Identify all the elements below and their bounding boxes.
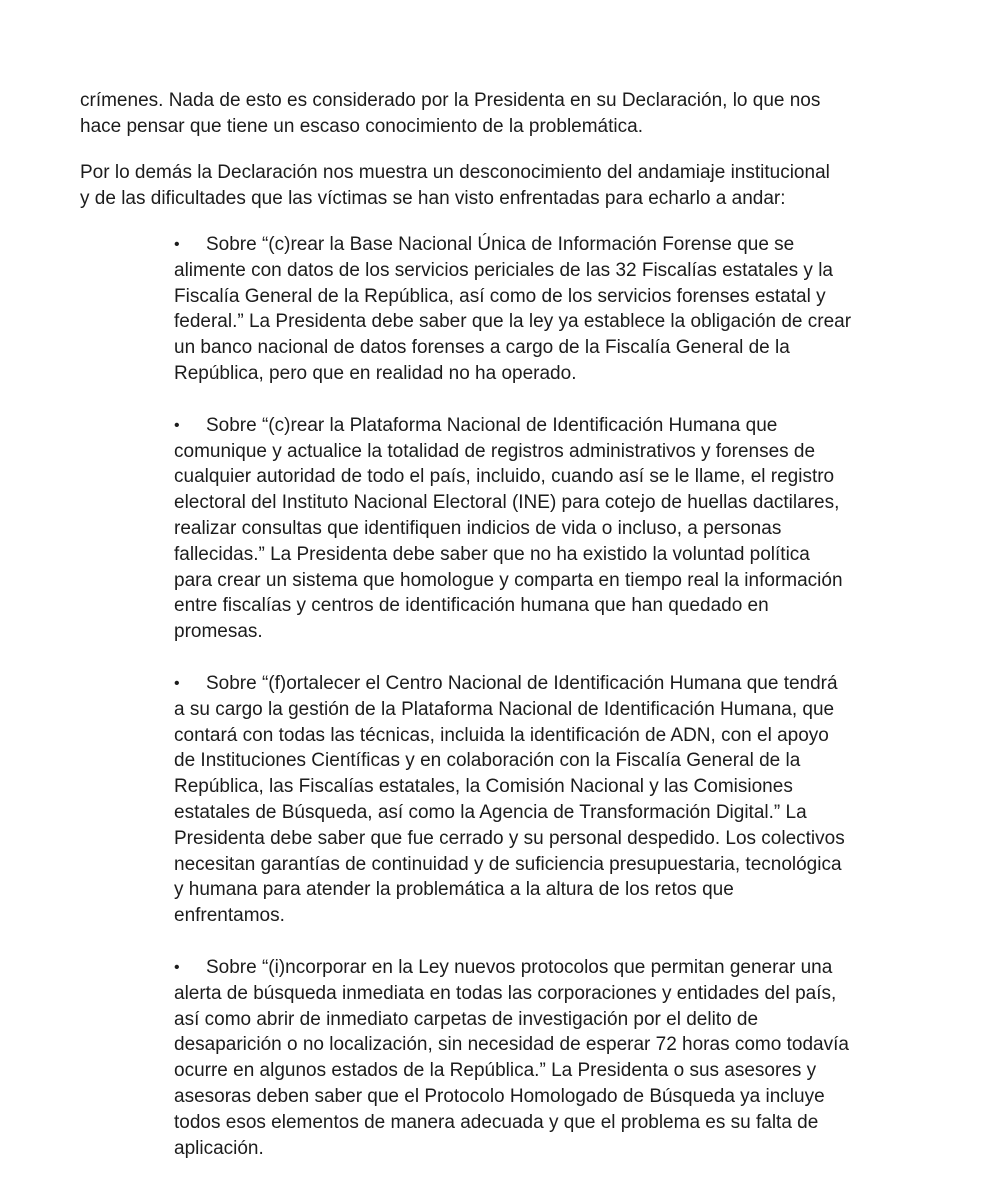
text-line: desaparición o no localización, sin necesidad de esperar 72 horas como todavía <box>174 1034 849 1056</box>
text-line: aplicación. <box>174 1137 264 1159</box>
text-span: Sobre “(i)ncorporar en la Ley nuevos protocolos que permitan generar una <box>206 956 833 978</box>
text-line: Por lo demás la Declaración nos muestra un desconocimiento del andamiaje institucional <box>80 162 830 183</box>
text-line: hace pensar que tiene un escaso conocimiento de la problemática. <box>80 115 643 137</box>
text-line: promesas. <box>174 621 263 643</box>
text-line: electoral del Instituto Nacional Electoral (INE) para cotejo de huellas dactilares, <box>174 492 840 514</box>
text-line: ocurre en algunos estados de la República.” La Presidenta o sus asesores y <box>174 1060 817 1082</box>
text-line: crímenes. Nada de esto es considerado por la Presidenta en su Declaración, lo que nos <box>80 90 821 111</box>
paragraph-crimenes <box>80 88 930 140</box>
text-line: República, pero que en realidad no ha operado. <box>174 362 577 384</box>
bullet-item-base-forense <box>174 232 934 387</box>
text-line: a su cargo la gestión de la Plataforma Nacional de Identificación Humana, que <box>174 698 835 720</box>
text-line: alerta de búsqueda inmediata en todas las corporaciones y entidades del país, <box>174 982 837 1004</box>
text-line: estatales de Búsqueda, así como la Agencia de Transformación Digital.” La <box>174 801 807 823</box>
text-line: República, las Fiscalías estatales, la Comisión Nacional y las Comisiones <box>174 776 793 798</box>
text-line <box>174 671 934 697</box>
text-line: realizar consultas que identifiquen indicios de vida o incluso, a personas <box>174 517 782 539</box>
bullet-list <box>174 232 934 1187</box>
text-line: Presidenta debe saber que fue cerrado y su personal despedido. Los colectivos <box>174 827 845 849</box>
paragraph-andamiaje <box>80 160 930 212</box>
text-line: un banco nacional de datos forenses a cargo de la Fiscalía General de la <box>174 337 790 359</box>
text-line <box>174 413 934 439</box>
text-line: todos esos elementos de manera adecuada y que el problema es su falta de <box>174 1111 819 1133</box>
text-line <box>174 955 934 981</box>
text-line: alimente con datos de los servicios periciales de las 32 Fiscalías estatales y la <box>174 259 833 281</box>
bullet-item-centro-nacional <box>174 671 934 929</box>
text-line: y de las dificultades que las víctimas se han visto enfrentadas para echarlo a andar: <box>80 187 786 209</box>
text-line: asesoras deben saber que el Protocolo Homologado de Búsqueda ya incluye <box>174 1085 825 1107</box>
text-line: federal.” La Presidenta debe saber que la ley ya establece la obligación de crear <box>174 311 852 333</box>
text-line: Fiscalía General de la República, así como de los servicios forenses estatal y <box>174 285 826 307</box>
text-line: de Instituciones Científicas y en colaboración con la Fiscalía General de la <box>174 750 801 772</box>
text-span: Sobre “(f)ortalecer el Centro Nacional de Identificación Humana que tendrá <box>206 672 838 694</box>
bullet-icon: • <box>174 416 180 434</box>
text-line <box>174 232 934 258</box>
text-line: así como abrir de inmediato carpetas de investigación por el delito de <box>174 1008 759 1030</box>
text-line: comunique y actualice la totalidad de registros administrativos y forenses de <box>174 440 816 462</box>
text-line: y humana para atender la problemática a la altura de los retos que <box>174 879 734 901</box>
bullet-item-protocolos <box>174 955 934 1161</box>
bullet-icon: • <box>174 958 180 976</box>
text-span: Sobre “(c)rear la Base Nacional Única de Información Forense que se <box>206 234 795 255</box>
text-line: entre fiscalías y centros de identificación humana que han quedado en <box>174 595 769 617</box>
text-line: para crear un sistema que homologue y comparta en tiempo real la información <box>174 569 843 591</box>
text-line: necesitan garantías de continuidad y de suficiencia presupuestaria, tecnológica <box>174 853 842 875</box>
bullet-icon: • <box>174 236 180 253</box>
text-line: cualquier autoridad de todo el país, incluido, cuando así se le llame, el registro <box>174 466 835 488</box>
bullet-icon: • <box>174 674 180 692</box>
text-line: enfrentamos. <box>174 905 285 927</box>
text-line: fallecidas.” La Presidenta debe saber que no ha existido la voluntad política <box>174 543 810 565</box>
text-span: Sobre “(c)rear la Plataforma Nacional de Identificación Humana que <box>206 414 778 436</box>
bullet-item-plataforma <box>174 413 934 645</box>
text-line: contará con todas las técnicas, incluida la identificación de ADN, con el apoyo <box>174 724 829 746</box>
